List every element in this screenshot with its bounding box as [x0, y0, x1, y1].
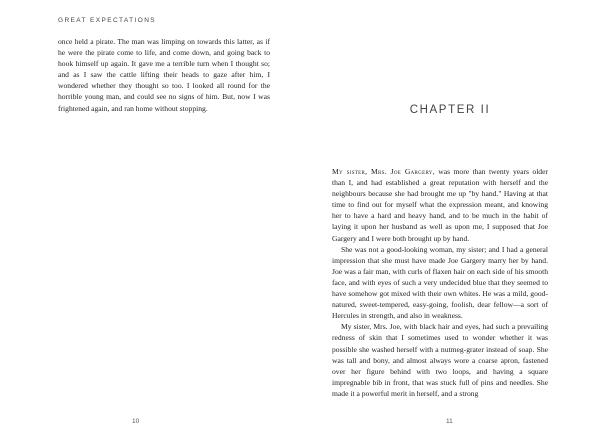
paragraph-text: was more than twenty years older than I, and had established a great reputation with herself and the neighbours because she had brought me up "by hand." Having at that time to find out for myself what the expression meant, and knowing her to have a hard and heavy hand, and to be much in the habit of laying it upon her husband as well as upon me, I supposed that Joe Gargery and I were both brought up by hand.	[332, 167, 548, 243]
paragraph	[332, 166, 548, 244]
opening-smallcaps: My sister, Mrs. Joe Gargery,	[332, 167, 435, 176]
left-page-text	[58, 36, 270, 114]
right-page	[300, 0, 600, 442]
running-head: GREAT EXPECTATIONS	[58, 17, 157, 24]
chapter-heading: CHAPTER II	[409, 104, 491, 116]
paragraph: once held a pirate. The man was limping on towards this latter, as if he were the pirate come to life, and come down, and going back to hook himself up again. It gave me a terrible turn when I thought so; and as I saw the cattle lifting their heads to gaze after him, I wondered whether they thought so too. I looked all round for the horrible young man, and could see no signs of him. But, now I was frightened again, and ran home without stopping.	[58, 37, 270, 113]
page-number-left: 10	[132, 418, 140, 425]
paragraph: My sister, Mrs. Joe, with black hair and eyes, had such a prevailing redness of skin that I sometimes used to wonder whether it was possible she washed herself with a nutmeg-grater instead of soap. She was tall and bony, and almost always wore a coarse apron, fastened over her figure behind with two loops, and having a square impregnable bib in front, that was stuck full of pins and needles. She made it a powerful merit in herself, and a strong	[332, 322, 548, 398]
page-number-right: 11	[446, 418, 453, 425]
right-page-text	[332, 166, 548, 399]
paragraph: She was not a good-looking woman, my sister; and I had a general impression that she must have made Joe Gargery marry her by hand. Joe was a fair man, with curls of flaxen hair on each side of his smooth face, and with eyes of such a very undecided blue that they seemed to have somehow got mixed with their own whites. He was a mild, good-natured, sweet-tempered, easy-going, foolish, dear fellow—a sort of Hercules in strength, and also in weakness.	[332, 244, 548, 321]
